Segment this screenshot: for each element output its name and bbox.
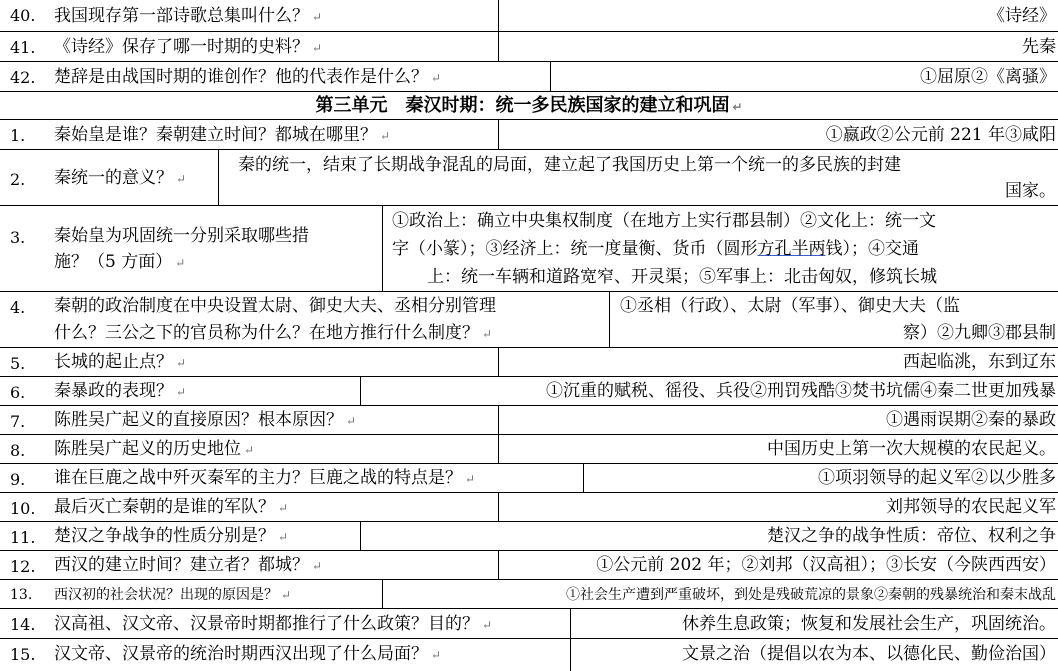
answer-line: 国家。 bbox=[1005, 181, 1056, 201]
column-divider bbox=[360, 522, 361, 550]
answer-line: 上：统一车辆和道路宽窄、开灵渠；⑤军事上：北击匈奴，修筑长城 bbox=[427, 267, 937, 287]
question-text: 最后灭亡秦朝的是谁的军队？ ↵ bbox=[54, 497, 289, 517]
table-row bbox=[0, 292, 1058, 348]
table-row bbox=[0, 639, 1058, 671]
row-number: 40. bbox=[10, 6, 36, 25]
question-text: 长城的起止点？ ↵ bbox=[54, 352, 187, 372]
answer-line: 字（小篆）；③经济上：统一度量衡、货币（圆形方孔半两钱）；④交通 bbox=[392, 239, 919, 259]
column-divider bbox=[583, 464, 584, 492]
table-row bbox=[0, 32, 1058, 62]
row-number: 1. bbox=[10, 126, 26, 145]
answer-text: ①项羽领导的起义军②以少胜多 bbox=[818, 468, 1056, 488]
table-row bbox=[0, 609, 1058, 639]
unit-heading-row bbox=[0, 92, 1058, 120]
answer-text: 文景之治（提倡以农为本、以德化民、勤俭治国） bbox=[682, 644, 1056, 664]
column-divider bbox=[498, 435, 499, 463]
answer-text: ①屈原②《离骚》 bbox=[920, 67, 1056, 87]
table-row bbox=[0, 493, 1058, 522]
question-text: 秦暴政的表现？ ↵ bbox=[54, 381, 187, 401]
question-text: 楚辞是由战国时期的谁创作？他的代表作是什么？ ↵ bbox=[54, 67, 442, 87]
table-row bbox=[0, 348, 1058, 377]
answer-line: 察）②九卿③郡县制 bbox=[903, 323, 1056, 343]
column-divider bbox=[609, 292, 610, 347]
column-divider bbox=[218, 150, 219, 205]
answer-text: 先秦 bbox=[1022, 37, 1056, 57]
column-divider bbox=[498, 551, 499, 579]
return-mark-icon: ↵ bbox=[312, 559, 323, 573]
row-number: 10. bbox=[10, 499, 36, 518]
column-divider bbox=[498, 406, 499, 434]
question-text: 我国现存第一部诗歌总集叫什么？ ↵ bbox=[54, 6, 323, 26]
answer-text: 中国历史上第一次大规模的农民起义。 bbox=[767, 439, 1056, 459]
table-row bbox=[0, 464, 1058, 493]
answer-text: ①嬴政②公元前 221 年③咸阳 bbox=[825, 125, 1056, 145]
question-text: 陈胜吴广起义的历史地位 ↵ bbox=[54, 439, 255, 459]
answer-text: ①公元前 202 年；②刘邦（汉高祖）；③长安（今陕西西安） bbox=[596, 555, 1056, 575]
question-line: 秦朝的政治制度在中央设置太尉、御史大夫、丞相分别管理 bbox=[54, 296, 496, 316]
return-mark-icon: ↵ bbox=[175, 256, 186, 270]
return-mark-icon: ↵ bbox=[244, 443, 255, 457]
return-mark-icon: ↵ bbox=[482, 327, 493, 341]
question-line: 秦始皇为巩固统一分别采取哪些措 bbox=[54, 226, 309, 246]
answer-text: 休养生息政策；恢复和发展社会生产，巩固统治。 bbox=[682, 614, 1056, 634]
return-mark-icon: ↵ bbox=[176, 356, 187, 370]
row-number: 9. bbox=[10, 470, 26, 489]
answer-text: 《诗经》 bbox=[988, 6, 1056, 26]
question-line: 施？（5 方面） ↵ bbox=[54, 252, 186, 272]
question-text: 《诗经》保存了哪一时期的史料？ ↵ bbox=[54, 37, 323, 57]
column-divider bbox=[498, 32, 499, 61]
answer-line: 秦的统一，结束了长期战争混乱的局面，建立起了我国历史上第一个统一的多民族的封建 bbox=[238, 155, 901, 175]
table-row bbox=[0, 551, 1058, 580]
column-divider bbox=[498, 348, 499, 376]
return-mark-icon: ↵ bbox=[465, 472, 476, 486]
row-number: 5. bbox=[10, 354, 26, 373]
return-mark-icon: ↵ bbox=[346, 414, 357, 428]
row-number: 42. bbox=[10, 68, 36, 87]
question-text: 楚汉之争战争的性质分别是？ ↵ bbox=[54, 526, 289, 546]
table-row bbox=[0, 0, 1058, 32]
row-number: 13. bbox=[10, 587, 33, 603]
question-text: 汉文帝、汉景帝的统治时期西汉出现了什么局面？ ↵ bbox=[54, 644, 442, 664]
return-mark-icon: ↵ bbox=[431, 71, 442, 85]
return-mark-icon: ↵ bbox=[278, 501, 289, 515]
column-divider bbox=[570, 639, 571, 671]
return-mark-icon: ↵ bbox=[732, 100, 743, 114]
question-line: 什么？三公之下的官员称为什么？在地方推行什么制度？ ↵ bbox=[54, 323, 493, 343]
table-row bbox=[0, 150, 1058, 206]
column-divider bbox=[550, 62, 551, 91]
table-row bbox=[0, 406, 1058, 435]
table-row bbox=[0, 580, 1058, 609]
return-mark-icon: ↵ bbox=[431, 648, 442, 662]
answer-text: ①沉重的赋税、徭役、兵役②刑罚残酷③焚书坑儒④秦二世更加残暴 bbox=[546, 381, 1056, 401]
row-number: 15. bbox=[10, 645, 36, 664]
return-mark-icon: ↵ bbox=[312, 41, 323, 55]
table-row bbox=[0, 377, 1058, 406]
question-text: 陈胜吴广起义的直接原因？根本原因？ ↵ bbox=[54, 410, 357, 430]
question-text: 谁在巨鹿之战中歼灭秦军的主力？巨鹿之战的特点是？ ↵ bbox=[54, 468, 476, 488]
return-mark-icon: ↵ bbox=[380, 129, 391, 143]
table-row bbox=[0, 435, 1058, 464]
row-number: 8. bbox=[10, 441, 26, 460]
answer-text: 刘邦领导的农民起义军 bbox=[886, 497, 1056, 517]
answer-line: ①丞相（行政）、太尉（军事）、御史大夫（监 bbox=[620, 296, 960, 316]
answer-text: ①社会生产遭到严重破坏，到处是残破荒凉的景象②秦朝的残暴统治和秦末战乱 bbox=[566, 587, 1056, 603]
column-divider bbox=[498, 493, 499, 521]
table-row bbox=[0, 206, 1058, 292]
row-number: 41. bbox=[10, 38, 36, 57]
row-number: 4. bbox=[10, 298, 26, 317]
answer-text: ①遇雨误期②秦的暴政 bbox=[886, 410, 1056, 430]
unit-title: 第三单元 秦汉时期：统一多民族国家的建立和巩固 ↵ bbox=[315, 95, 743, 116]
row-number: 2. bbox=[10, 170, 26, 189]
row-number: 12. bbox=[10, 557, 36, 576]
answer-text: 西起临洮，东到辽东 bbox=[903, 352, 1056, 372]
return-mark-icon: ↵ bbox=[281, 588, 292, 602]
column-divider bbox=[382, 580, 383, 608]
row-number: 3. bbox=[10, 228, 26, 247]
table-row bbox=[0, 62, 1058, 92]
column-divider bbox=[498, 120, 499, 149]
question-text: 秦始皇是谁？秦朝建立时间？都城在哪里？ ↵ bbox=[54, 125, 391, 145]
column-divider bbox=[360, 377, 361, 405]
column-divider bbox=[498, 0, 499, 31]
return-mark-icon: ↵ bbox=[176, 172, 187, 186]
question-text: 汉高祖、汉文帝、汉景帝时期都推行了什么政策？目的？ ↵ bbox=[54, 614, 493, 634]
row-number: 14. bbox=[10, 615, 36, 634]
return-mark-icon: ↵ bbox=[482, 618, 493, 632]
column-divider bbox=[382, 206, 383, 291]
answer-line: ①政治上：确立中央集权制度（在地方上实行郡县制）②文化上：统一文 bbox=[392, 211, 936, 231]
question-text: 秦统一的意义？ ↵ bbox=[54, 168, 187, 188]
return-mark-icon: ↵ bbox=[176, 385, 187, 399]
answer-text: 楚汉之争的战争性质：帝位、权利之争 bbox=[767, 526, 1056, 546]
question-text: 西汉初的社会状况？出现的原因是？ ↵ bbox=[54, 587, 292, 603]
table-row bbox=[0, 120, 1058, 150]
column-divider bbox=[570, 609, 571, 638]
row-number: 7. bbox=[10, 412, 26, 431]
row-number: 6. bbox=[10, 383, 26, 402]
return-mark-icon: ↵ bbox=[278, 530, 289, 544]
question-text: 西汉的建立时间？建立者？都城？ ↵ bbox=[54, 555, 323, 575]
table-row bbox=[0, 522, 1058, 551]
return-mark-icon: ↵ bbox=[312, 10, 323, 24]
row-number: 11. bbox=[10, 528, 36, 547]
